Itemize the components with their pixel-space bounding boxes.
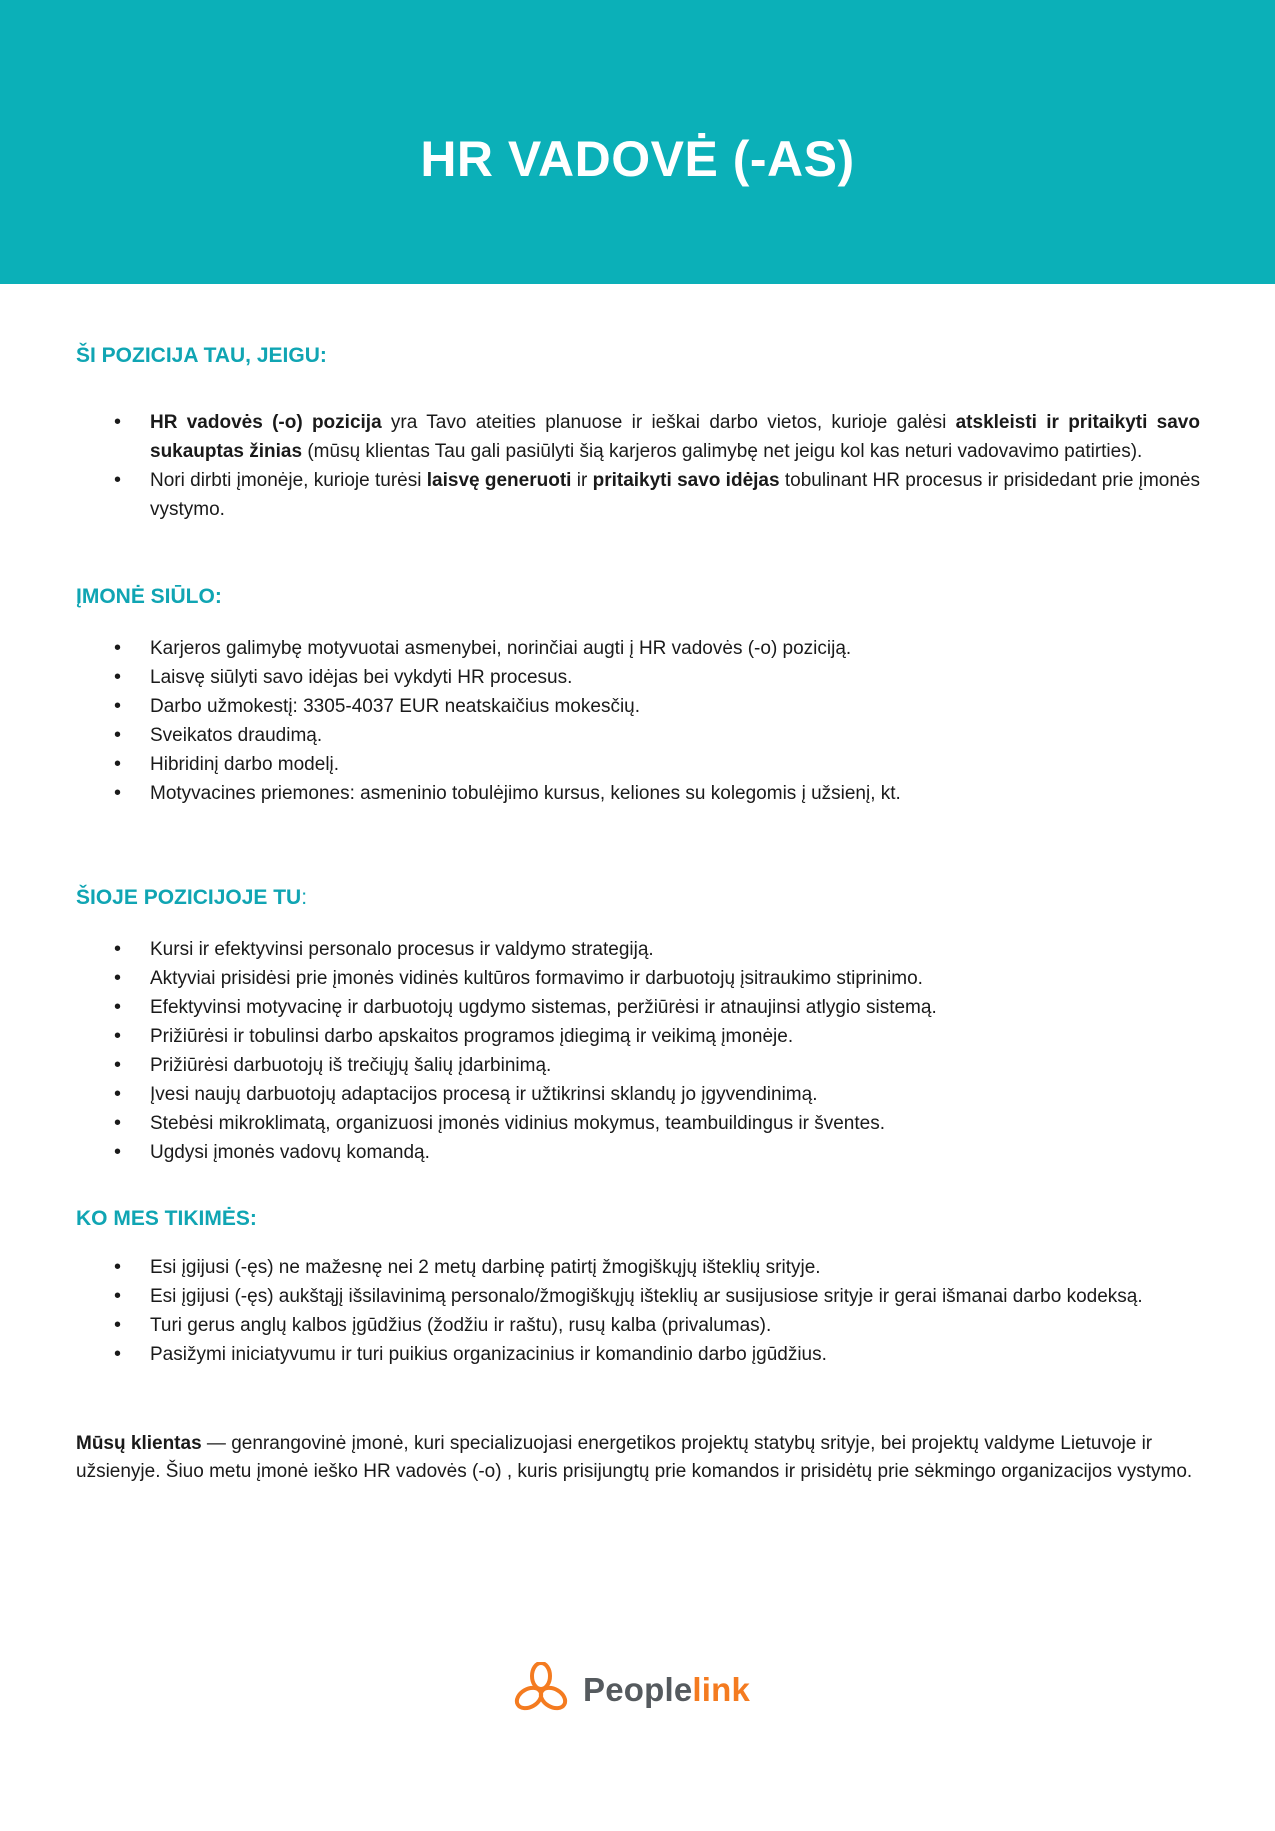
- list-item: [76, 1022, 1200, 1051]
- list-item: [76, 993, 1200, 1022]
- list-item: [76, 634, 1200, 663]
- list-item: [76, 1340, 1200, 1369]
- text: Prižiūrėsi ir tobulinsi darbo apskaitos programos įdiegimą ir veikimą įmonėje.: [150, 1026, 794, 1047]
- section-title-text: ŠIOJE POZICIJOJE TU: [76, 886, 302, 909]
- pozicija-list: [76, 408, 1200, 524]
- bullet-icon: •: [114, 753, 122, 775]
- peoplelink-logo: [509, 1662, 750, 1718]
- text: Sveikatos draudimą.: [150, 725, 323, 746]
- section-title-tu: [76, 884, 1200, 912]
- list-item: [76, 964, 1200, 993]
- list-item: [76, 1253, 1200, 1282]
- peoplelink-logo-icon: [509, 1662, 573, 1718]
- bullet-icon: •: [114, 1256, 122, 1278]
- bold-text: HR vadovės (-o) pozicija: [150, 412, 382, 433]
- bullet-icon: •: [114, 666, 122, 688]
- list-item: [76, 935, 1200, 964]
- bullet-icon: •: [114, 1054, 122, 1076]
- text: Darbo užmokestį: 3305-4037 EUR neatskaičius mokesčių.: [150, 696, 641, 717]
- text: Nori dirbti įmonėje, kurioje turėsi: [150, 470, 427, 491]
- client-label: Mūsų klientas: [76, 1433, 202, 1454]
- siulo-list: [76, 634, 1200, 808]
- bullet-icon: •: [114, 1343, 122, 1365]
- bullet-icon: •: [114, 411, 122, 433]
- section-title-tikimes: KO MES TIKIMĖS:: [76, 1207, 257, 1230]
- section-title-pozicija: ŠI POZICIJA TAU, JEIGU:: [76, 344, 327, 367]
- list-item: [76, 1109, 1200, 1138]
- bullet-icon: •: [114, 637, 122, 659]
- text: Motyvacines priemones: asmeninio tobulėjimo kursus, keliones su kolegomis į užsienį, kt.: [150, 783, 901, 804]
- list-item: [76, 721, 1200, 750]
- list-item: [76, 1051, 1200, 1080]
- bullet-icon: •: [114, 1025, 122, 1047]
- header-banner: [0, 0, 1275, 284]
- peoplelink-logo-text: [583, 1671, 750, 1709]
- section-title-colon: :: [301, 886, 308, 909]
- text: Ugdysi įmonės vadovų komandą.: [150, 1142, 430, 1163]
- bullet-icon: •: [114, 938, 122, 960]
- section-title-siulo: ĮMONĖ SIŪLO:: [76, 585, 222, 608]
- text: Efektyvinsi motyvacinę ir darbuotojų ugdymo sistemas, peržiūrėsi ir atnaujinsi atlygio sistemą.: [150, 997, 937, 1018]
- bullet-icon: •: [114, 695, 122, 717]
- text: Stebėsi mikroklimatą, organizuosi įmonės vidinius mokymus, teambuildingus ir šventes.: [150, 1113, 885, 1134]
- bullet-icon: •: [114, 1112, 122, 1134]
- text: Esi įgijusi (-ęs) ne mažesnę nei 2 metų darbinę patirtį žmogiškųjų išteklių srityje.: [150, 1257, 821, 1278]
- list-item: [76, 779, 1200, 808]
- bullet-icon: •: [114, 469, 122, 491]
- list-item: [76, 663, 1200, 692]
- bullet-icon: •: [114, 782, 122, 804]
- list-item: [76, 692, 1200, 721]
- page-title: HR VADOVĖ (-AS): [420, 131, 855, 187]
- text: Kursi ir efektyvinsi personalo procesus ir valdymo strategiją.: [150, 939, 654, 960]
- text: Hibridinį darbo modelį.: [150, 754, 340, 775]
- job-ad-content: [76, 342, 1200, 1486]
- text: Karjeros galimybę motyvuotai asmenybei, norinčiai augti į HR vadovės (-o) poziciją.: [150, 638, 852, 659]
- text: Esi įgijusi (-ęs) aukštąjį išsilavinimą personalo/žmogiškųjų išteklių ar susijusiose srityje ir gerai išmanai darbo kodeksą.: [150, 1286, 1143, 1307]
- text: Aktyviai prisidėsi prie įmonės vidinės kultūros formavimo ir darbuotojų įsitraukimo stiprinimo.: [150, 968, 923, 989]
- text: tobulinant HR procesus ir prisidedant prie įmonės vystymo.: [150, 470, 1201, 520]
- bullet-icon: •: [114, 1314, 122, 1336]
- bullet-icon: •: [114, 996, 122, 1018]
- list-item: [76, 1138, 1200, 1167]
- list-item: [76, 1311, 1200, 1340]
- tikimes-list: [76, 1253, 1200, 1369]
- bullet-icon: •: [114, 724, 122, 746]
- text: Prižiūrėsi darbuotojų iš trečiųjų šalių įdarbinimą.: [150, 1055, 552, 1076]
- bullet-icon: •: [114, 1141, 122, 1163]
- bold-text: pritaikyti savo idėjas: [592, 470, 780, 491]
- text: Pasižymi iniciatyvumu ir turi puikius organizacinius ir komandinio darbo įgūdžius.: [150, 1344, 827, 1365]
- client-description: [76, 1430, 1200, 1486]
- bullet-icon: •: [114, 1083, 122, 1105]
- list-item: [76, 466, 1200, 524]
- text: yra Tavo ateities planuose ir ieškai darbo vietos, kurioje galėsi: [381, 412, 956, 433]
- bold-text: atskleisti ir pritaikyti savo sukauptas žinias: [150, 412, 1200, 462]
- tu-list: [76, 935, 1200, 1167]
- list-item: [76, 408, 1200, 466]
- list-item: [76, 1080, 1200, 1109]
- logo-text-link: link: [692, 1671, 751, 1708]
- text: ir: [571, 470, 593, 491]
- text: Turi gerus anglų kalbos įgūdžius (žodžiu ir raštu), rusų kalba (privalumas).: [150, 1315, 772, 1336]
- bold-text: laisvę generuoti: [426, 470, 572, 491]
- text: Įvesi naujų darbuotojų adaptacijos procesą ir užtikrinsi sklandų jo įgyvendinimą.: [150, 1084, 818, 1105]
- list-item: [76, 1282, 1200, 1311]
- list-item: [76, 750, 1200, 779]
- bullet-icon: •: [114, 967, 122, 989]
- bullet-icon: •: [114, 1285, 122, 1307]
- logo-text-people: People: [583, 1671, 693, 1708]
- text: Laisvę siūlyti savo idėjas bei vykdyti HR procesus.: [150, 667, 573, 688]
- client-text: — genrangovinė įmonė, kuri specializuojasi energetikos projektų statybų srityje, bei projektų valdyme Lietuvoje ir užsienyje. Šiuo metu įmonė ieško HR vadovės (-o) , kuris prisijungtų prie komandos ir prisidėtų prie sėkmingo organizacijos vystymo.: [76, 1433, 1193, 1482]
- text: (mūsų klientas Tau gali pasiūlyti šią karjeros galimybę net jeigu kol kas neturi vadovavimo patirties).: [302, 441, 1143, 462]
